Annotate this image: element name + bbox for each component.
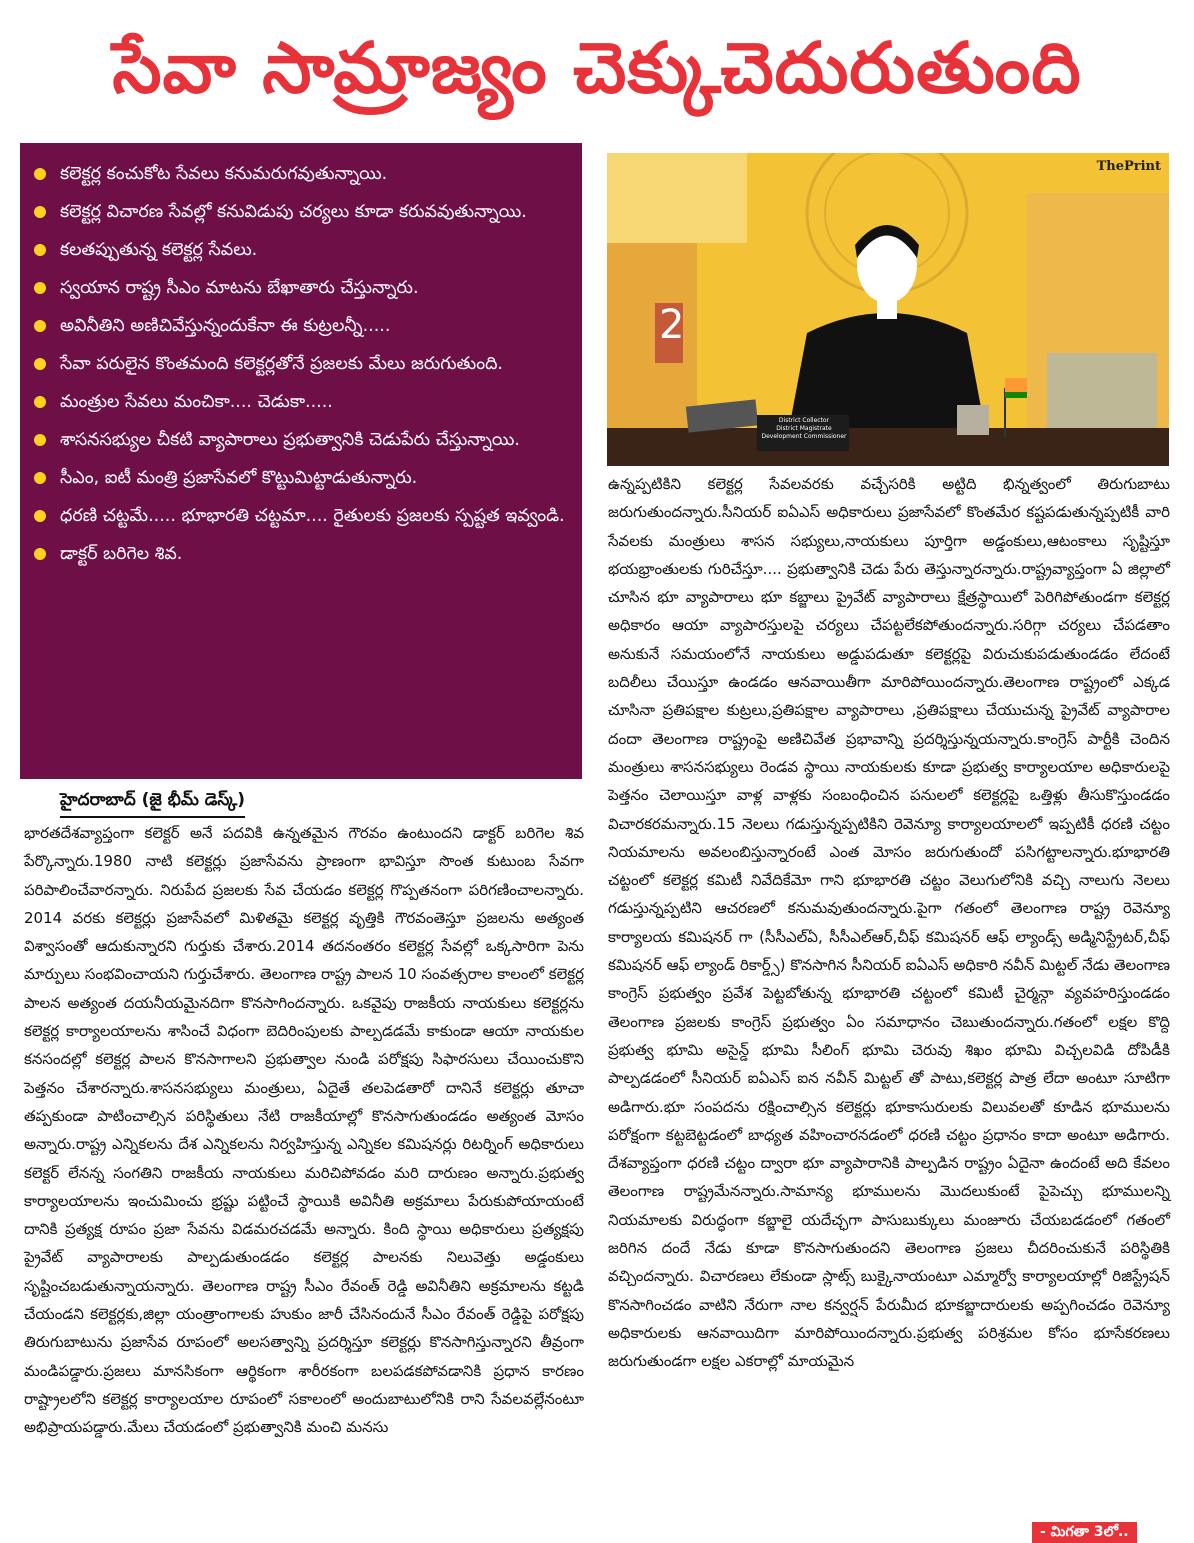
photo-credit: ThePrint bbox=[1096, 159, 1161, 174]
highlight-text: కలెక్టర్ల కంచుకోట సేవలు కనుమరుగవుతున్నాయి. bbox=[60, 164, 388, 184]
highlight-item bbox=[32, 195, 566, 229]
article-photo bbox=[607, 153, 1169, 466]
highlight-item bbox=[32, 233, 566, 267]
article-body-right: ఉన్నప్పటికిని కలెక్టర్ల సేవలవరకు వచ్చేసరికి అట్టిది భిన్నత్వంలో తిరుగుబాటు జరుగుతుందన్నారు.సీనియర్ ఐఏఎస్ అధికారులు ప్రజాసేవలో కొంతమేర కష్టపడుతున్నప్పటికీ వారి సేవలకు మంత్రులు శాసన సభ్యులు,నాయకులు పూర్తిగా అడ్డంకులు,ఆటంకాలు సృష్టిస్తూ భయభ్రాంతులకు గురిచేస్తూ.... ప్రభుత్వానికి చెడు పేరు తెస్తున్నారన్నారు.రాష్ట్రవ్యాప్తంగా ఏ జిల్లాలో చూసిన భూ వ్యాపారాలు భూ కబ్జాలు ప్రైవేట్ వ్యాపారాలు క్షేత్రస్థాయిలో పెరిగిపోతుండగా కలెక్టర్ల అధికారం ఆయా వ్యాపారస్తులపై చర్యలు చేపట్టలేకపోతుందన్నారు.సరిగ్గా చర్యలు చేపడతాం అనుకునే సమయంలోనే నాయకులు అడ్డుపడుతూ కలెక్టర్లపై విరుచుకుపడుతుండడం లేదంటే బదిలీలు చేయిస్తూ ఉండడం ఆనవాయితీగా మారిపోయిందన్నారు.తెలంగాణ రాష్ట్రంలో ఎక్కడ చూసినా ప్రతిపక్షాల కుట్రలు,ప్రతిపక్షాల వ్యాపారాలు ,ప్రతిపక్షాలు చేయుచున్న ప్రైవేట్ వ్యాపారాల దందా తెలంగాణ రాష్ట్రంపై అణిచివేత ప్రభావాన్ని ప్రదర్శిస్తున్నయన్నారు.కాంగ్రెస్ పార్టీకి చెందిన మంత్రులు శాసనసభ్యులు రెండవ స్థాయి నాయకులకు కూడా ప్రభుత్వ కార్యాలయాల అధికారులపై పెత్తనం చెలాయిస్తూ వాళ్ల వాళ్లకు సంబంధించిన పనులలో కలెక్టర్లపై ఒత్తిళ్లు తీసుకొస్తుండడం విచారకరమన్నారు.15 నెలలు గడుస్తున్నప్పటికిని రెవెన్యూ కార్యాలయాలలో ఇప్పటికీ ధరణి చట్టం నియమాలను అవలంబిస్తున్నారంటే ఎంత మోసం జరుగుతుందో పసిగట్టాలన్నారు.భూభారతి చట్టంలో కలెక్టర్ల కమిటీ నివేదికేమో గాని భూభారతి చట్టం వెలుగులోనికి వచ్చి నాలుగు నెలలు గడుస్తున్నప్పటిని ఆచరణలో కనుమవుతుందన్నారు.పైగా గతంలో తెలంగాణ రాష్ట్ర రెవెన్యూ కార్యాలయ కమిషనర్ గా (సీసీఎల్ఏ, సీసీఎల్ఆర్,చీఫ్ కమిషనర్ ఆఫ్ ల్యాండ్స్ అడ్మినిస్ట్రేటర్,చీఫ్ కమిషనర్ ఆఫ్ ల్యాండ్ రికార్డ్స్) కొనసాగిన సీనియర్ ఐఏఎస్ అధికారి నవీన్ మిట్టల్ నేడు తెలంగాణ కాంగ్రెస్ ప్రభుత్వం ప్రవేశ పెట్టబోతున్న భూభారతి చట్టంలో కమిటీ చైర్మన్గా వ్యవహరిస్తుండడం తెలంగాణ ప్రజలకు కాంగ్రెస్ ప్రభుత్వం ఏం సమాధానం చెబుతుందన్నారు.గతంలో లక్షల కొద్ది ప్రభుత్వ భూమి అసైన్డ్ భూమి సీలింగ్ భూమి చెరువు శిఖం భూమి విచ్చలవిడి దోపిడీకి పాల్పడడంలో సీనియర్ ఐఏఎస్ ఐన నవీన్ మిట్టల్ తో పాటు,కలెక్టర్ల పాత్ర లేదా అంటూ సూటిగా అడిగారు.భూ సంపదను రక్షించాల్సిన కలెక్టర్లు భూకాసురులకు విలువలతో కూడిన భూములను పరోక్షంగా కట్టబెట్టడంలో బాధ్యత వహించారనడంలో ధరణి చట్టం ప్రధానం కాదా అంటూ అడిగారు. దేశవ్యాప్తంగా ధరణి చట్టం ద్వారా భూ వ్యాపారానికి పాల్పడిన రాష్ట్రం ఏదైనా ఉందంటే అది కేవలం తెలంగాణ రాష్ట్రమేనన్నారు.సామాన్య భూములను మొదలుకుంటే పైపెచ్చు భూములన్ని నియమాలకు విరుద్ధంగా కబ్జాలై యదేచ్ఛగా పాసుబుక్కులు మంజూరు చేయబడడంలో గతంలో జరిగిన దందే నేడు కూడా కొనసాగుతుందని తెలంగాణ ప్రజలు చీదరించుకునే పరిస్థితికి వచ్చిందన్నారు. విచారణలు లేకుండా స్లాట్స్ బుక్కైనాయంటూ ఎమ్మార్వో కార్యాలయాల్లో రిజిస్ట్రేషన్ కొనసాగించడం వాటిని నేరుగా నాల కన్వర్షన్ పేరుమీద భూకబ్జాదారులకు అప్పగించడం రెవెన్యూ అధికారులకు ఆనవాయిదిగా మారిపోయిందన్నారు.ప్రభుత్వ పరిశ్రమల కోసం భూసేకరణలు జరుగుతుండగా లక్షల ఎకరాల్లో మాయమైన bbox=[608, 475, 1170, 1371]
highlight-text: కలతప్పుతున్న కలెక్టర్ల సేవలు. bbox=[60, 240, 258, 260]
highlight-text: ధరణి చట్టమే..... భూభారతి చట్టమా.... రైతులకు ప్రజలకు స్పష్టత ఇవ్వండి. bbox=[60, 506, 565, 526]
bullet-icon bbox=[34, 548, 46, 560]
highlight-text: అవినీతిని అణిచివేస్తున్నందుకేనా ఈ కుట్రలన్నీ..... bbox=[60, 316, 391, 336]
bullet-icon bbox=[34, 396, 46, 408]
highlight-item bbox=[32, 461, 566, 495]
highlight-text: సీఎం, ఐటీ మంత్రి ప్రజాసేవలో కొట్టుమిట్టాడుతున్నారు. bbox=[60, 468, 418, 488]
svg-text:2: 2 bbox=[659, 302, 685, 348]
bullet-icon bbox=[34, 282, 46, 294]
highlight-item bbox=[32, 309, 566, 343]
highlight-item bbox=[32, 385, 566, 419]
nameplate-line: District Collector bbox=[778, 417, 830, 424]
bullet-icon bbox=[34, 434, 46, 446]
highlight-text: డాక్టర్ బరిగెల శివ. bbox=[60, 544, 183, 564]
highlight-text: సేవా పరులైన కొంతమంది కలెక్టర్లతోనే ప్రజలకు మేలు జరుగుతుంది. bbox=[60, 354, 503, 374]
collector-illustration bbox=[607, 153, 1169, 466]
bullet-icon bbox=[34, 510, 46, 522]
highlight-item bbox=[32, 271, 566, 305]
highlight-text: శాసనసభ్యుల చీకటి వ్యాపారాలు ప్రభుత్వానికి చెడుపేరు చేస్తున్నాయి. bbox=[60, 430, 520, 450]
bullet-icon bbox=[34, 168, 46, 180]
bullet-icon bbox=[34, 358, 46, 370]
highlights-box bbox=[20, 143, 582, 779]
highlight-text: మంత్రుల సేవలు మంచికా.... చెడుకా..... bbox=[60, 392, 333, 412]
nameplate-line: Development Commissioner bbox=[761, 433, 847, 440]
highlight-text: స్వయాన రాష్ట్ర సీఎం మాటను బేఖాతారు చేస్తున్నారు. bbox=[60, 278, 419, 298]
headline: సేవా సామ్రాజ్యం చెక్కుచెదురుతుంది bbox=[112, 27, 1082, 109]
bullet-icon bbox=[34, 206, 46, 218]
highlight-item bbox=[32, 537, 566, 571]
nameplate bbox=[759, 417, 849, 441]
dateline: హైదరాబాద్ (జై భీమ్ డెస్క్) bbox=[60, 790, 245, 818]
highlight-text: కలెక్టర్ల విచారణ సేవల్లో కనువిడుపు చర్యలు కూడా కరువవుతున్నాయి. bbox=[60, 202, 527, 222]
highlight-item bbox=[32, 347, 566, 381]
bullet-icon bbox=[34, 472, 46, 484]
article-body-left: భారతదేశవ్యాప్తంగా కలెక్టర్ అనే పదవికి ఉన్నతమైన గౌరవం ఉంటుందని డాక్టర్ బరిగెల శివ పేర్కొన్నారు.1980 నాటి కలెక్టర్లు ప్రజాసేవను ప్రాణంగా భావిస్తూ సొంత కుటుంబ సేవగా పరిపాలించేవారన్నారు. నిరుపేద ప్రజలకు సేవ చేయడం కలెక్టర్ల గొప్పతనంగా పరిగణించాలన్నారు. 2014 వరకు కలెక్టర్లు ప్రజాసేవలో మిళితమై కలెక్టర్ల వృత్తికి గౌరవంతెస్తూ ప్రజలను అత్యంత విశ్వాసంతో ఆదుకున్నారని గుర్తుకు చేశారు.2014 తదనంతరం కలెక్టర్ల సేవల్లో ఒక్కసారిగా పెను మార్పులు సంభవించాయని గుర్తుచేశారు. తెలంగాణ రాష్ట్ర పాలన 10 సంవత్సరాల కాలంలో కలెక్టర్ల పాలన అత్యంత దయనీయమైనదిగా కొనసాగిందన్నారు. ఒకవైపు రాజకీయ నాయకులు కలెక్టర్లను కలెక్టర్ల కార్యాలయాలను శాసించే విధంగా బెదిరింపులకు పాల్పడడమే కాకుండా ఆయా నాయకుల కనసందల్లో కలెక్టర్ల పాలన కొనసాగాలని ప్రభుత్వాల నుండి పరోక్షపు సిఫారసులు చేయించుకొని పెత్తనం చేశారన్నారు.శాసనసభ్యులు మంత్రులు, ఏదైతే తలపెడతారో దానినే కలెక్టర్లు తూచా తప్పకుండా పాటించాల్సిన పరిస్థితులు నేటి రాజకీయాల్లో కొనసాగుతుండడం అత్యంత మోసం అన్నారు.రాష్ట్ర ఎన్నికలను దేశ ఎన్నికలను నిర్వహిస్తున్న ఎన్నికల కమిషనర్లు రిటర్నింగ్ అధికారులు కలెక్టర్ లేనన్న సంగతిని రాజకీయ నాయకులు మరిచిపోవడం మరి దారుణం అన్నారు.ప్రభుత్వ కార్యాలయాలను ఇంచుమించు భ్రష్టు పట్టించే స్థాయికి అవినీతి అక్రమాలు పేరుకుపోయాయంటే దానికి ప్రత్యక్ష రూపం ప్రజా సేవను విడమరచడమే అన్నారు. కింది స్థాయి అధికారులు ప్రత్యక్షపు ప్రైవేట్ వ్యాపారాలకు పాల్పడుతుండడం కలెక్టర్ల పాలనకు నిలువెత్తు అడ్డంకులు సృష్టించబడుతున్నాయన్నారు. తెలంగాణ రాష్ట్ర సీఎం రేవంత్ రెడ్డి అవినీతిని అక్రమాలను కట్టడి చేయండని కలెక్టర్లకు,జిల్లా యంత్రాంగాలకు హుకుం జారీ చేసినందునే సీఎం రేవంత్ రెడ్డిపై పరోక్షపు తిరుగుబాటును ప్రజాసేవ రూపంలో అలసత్వాన్ని ప్రదర్శిస్తూ కలెక్టర్లు కొనసాగిస్తున్నారని తీవ్రంగా మండిపడ్డారు.ప్రజలు మానసికంగా ఆర్థికంగా శారీరకంగా బలపడకపోవడానికి ప్రధాన కారణం రాష్ట్రాలలోని కలెక్టర్ల కార్యాలయాల రూపంలో సకాలంలో అందుబాటులోనికి రాని సేవలవల్లేనంటూ అభిప్రాయపడ్డారు.మేలు చేయడంలో ప్రభుత్వానికి మంచి మనసు bbox=[24, 824, 584, 1437]
highlight-item bbox=[32, 157, 566, 191]
highlight-item bbox=[32, 499, 566, 533]
highlight-item bbox=[32, 423, 566, 457]
continued-label: - మిగతా 3లో.. bbox=[1032, 1522, 1137, 1543]
highlights-list bbox=[32, 157, 566, 571]
bullet-icon bbox=[34, 320, 46, 332]
bullet-icon bbox=[34, 244, 46, 256]
nameplate-line: District Magistrate bbox=[776, 425, 832, 432]
